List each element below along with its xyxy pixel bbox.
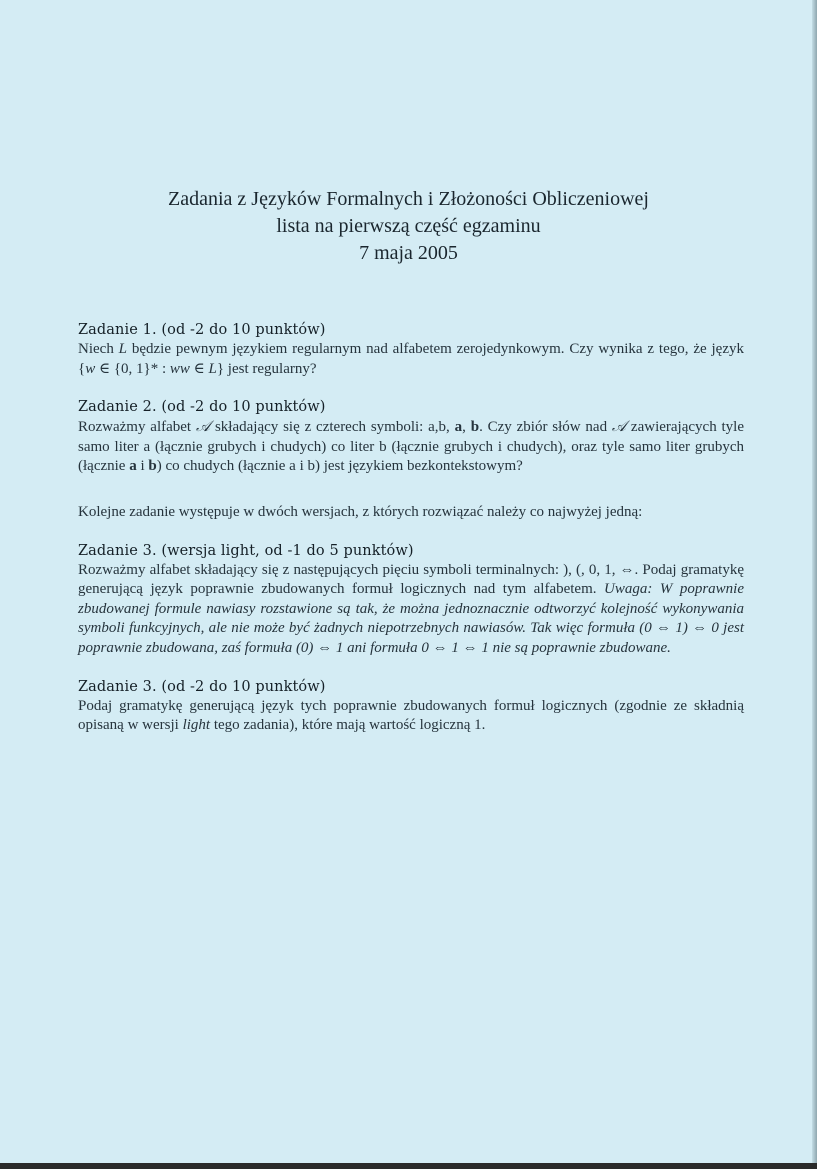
text-run: będzie pewnym językiem regularnym nad alfabetem zerojedynkowym. Czy wynika z tego, że język { [78, 341, 744, 377]
task-2-body [78, 417, 744, 477]
page-edge [812, 0, 817, 1169]
text-run: ∈ {0, 1}* : [95, 360, 170, 377]
task-3-light-body [78, 561, 744, 659]
italic-word: light [182, 717, 211, 734]
text-run: } jest regularny? [216, 360, 317, 377]
text-run: składający się z czterech symboli: a,b, [210, 419, 455, 436]
bold-letter: b [148, 458, 157, 475]
header-title: Zadania z Języków Formalnych i Złożoności Obliczeniowej [168, 188, 649, 210]
text-run: ∈ [189, 360, 209, 377]
document-header [0, 186, 817, 267]
text-run: Rozważmy alfabet [78, 419, 196, 436]
text-run: Podaj gramatykę generującą język tych poprawnie zbudowanych formuł logicznych (zgodnie ze składnią opisaną w wersji [78, 697, 744, 734]
versions-note: Kolejne zadanie występuje w dwóch wersjach, z których rozwiązać należy co najwyżej jedną: [78, 503, 643, 520]
text-run: tego zadania), które mają wartość logiczną 1. [210, 717, 486, 734]
math-var: L [118, 341, 128, 357]
text-run: Niech [78, 341, 119, 357]
text-run: ) co chudych (łącznie a i b) jest językiem bezkontekstowym? [156, 458, 523, 475]
text-run: i [136, 458, 149, 475]
math-var: w [85, 360, 96, 377]
bold-letter: b [470, 419, 480, 436]
task-1-body [78, 340, 744, 379]
bold-letter: a [129, 458, 137, 475]
task-3-full-title: Zadanie 3. (od -2 do 10 punktów) [78, 678, 326, 695]
task-2 [78, 397, 744, 477]
header-date: 7 maja 2005 [359, 242, 458, 264]
header-subtitle: lista na pierwszą część egzaminu [276, 215, 541, 237]
task-3-light-title: Zadanie 3. (wersja light, od -1 do 5 punktów) [78, 542, 414, 559]
math-var: L [208, 360, 217, 377]
math-var: 𝒜 [611, 417, 627, 436]
text-run: . Czy zbiór słów nad [479, 419, 612, 436]
scan-bottom-border [0, 1163, 817, 1169]
text-run: , [462, 419, 471, 436]
task-3-full [78, 677, 744, 736]
text-run: Rozważmy alfabet składający się z następujących pięciu symboli terminalnych: ), (, 0, 1, ⇔. Podaj gramatykę generującą język poprawnie zbudowanych formuł logicznych nad tym alfabetem. [78, 561, 744, 598]
text-run: zawierających tyle samo liter a (łącznie grubych i chudych) co liter b (łącznie grubych i chudych), oraz tyle samo liter grubych (łącznie [78, 419, 745, 475]
document-body [78, 320, 744, 754]
task-3-full-body [78, 697, 744, 736]
math-var: 𝒜 [195, 417, 211, 436]
task-1-title: Zadanie 1. (od -2 do 10 punktów) [78, 322, 326, 338]
task-3-light [78, 541, 744, 659]
task-1 [78, 320, 744, 379]
task-2-title: Zadanie 2. (od -2 do 10 punktów) [78, 399, 326, 416]
math-var: ww [169, 360, 190, 377]
italic-note: Uwaga: W poprawnie zbudowanej formule nawiasy rozstawione są tak, że można jednoznacznie odtworzyć kolejność wykonywania symboli funkcyjnych, ale nie może być żadnych niepotrzebnych nawiasów. Tak więc formuła (0 ⇔ 1) ⇔ 0 jest poprawnie zbudowana, zaś formuła (0) ⇔ 1 ani formuła 0 ⇔ 1 ⇔ 1 nie są poprawnie zbudowane. [78, 581, 744, 656]
bold-letter: a [454, 419, 463, 436]
